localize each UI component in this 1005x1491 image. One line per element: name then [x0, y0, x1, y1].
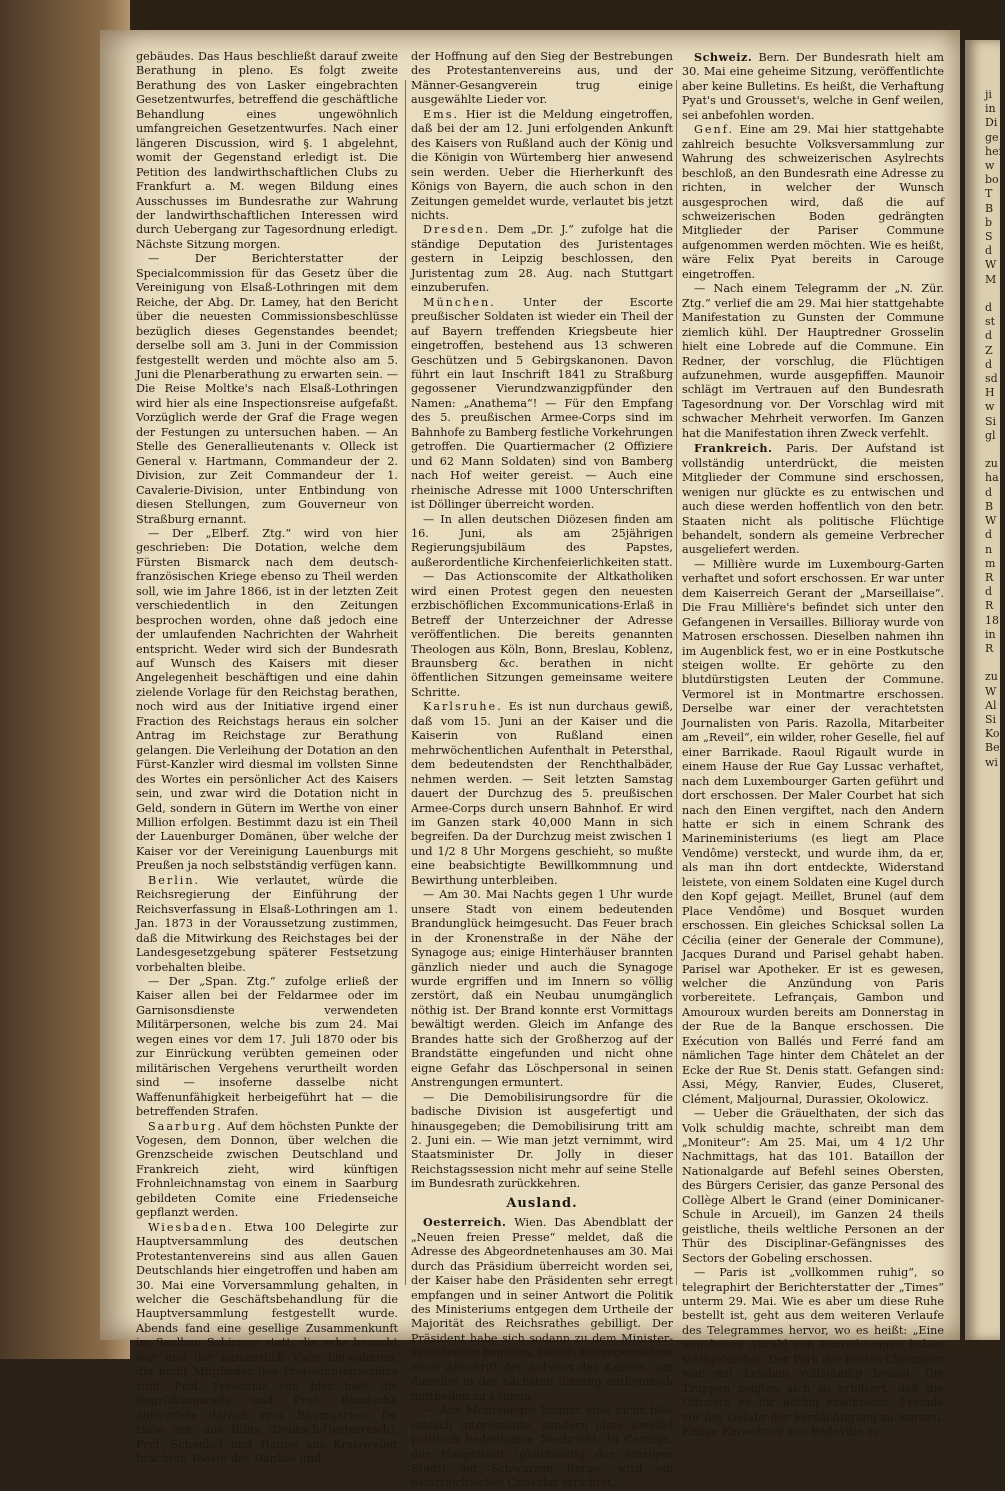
article-paragraph: Berlin. Wie verlautet, würde die Reichsregierung der Einführung der Reichsverfassung in Elsaß-Lothringen am 1. Jan. 1873 in der Voraussetzung zustimmen, daß die Mitwirkung des Reichstages bei der Landesgesetzgebung späterer Festsetzung vorbehalten bleibe. [136, 873, 398, 974]
article-paragraph: Wiesbaden. Etwa 100 Delegirte zur Hauptversammlung des deutschen Protestantenvereins sind aus allen Gauen Deutschlands hier eingetroffen und haben am 30. Mai eine Vorversammlung gehalten, in welcher die Geschäftsbehandlung für die Hauptversammlung festgestellt wurde. Abends fand eine gesellige Zusammenkunft im Saalbau Schirmer statt, die sehr besucht war und der namentlich Viele beiwohnten, die nicht Mitglieder des Protestantenvereins sind. Prof. Fresenius von hier hielt die Begrüßungsrede und Prof. Bluntschli antwortete darauf. Prof. Baumgarten, Dr. Hase sen. aus Bilitz (Deutsch-Oesterreich), Prof. Schenkel und Hanne aus Kreisweiler brachten Toaste des Dankes und [136, 1220, 398, 1465]
article-paragraph: Karlsruhe. Es ist nun durchaus gewiß, daß vom 15. Juni an der Kaiser und die Kaiserin von Rußland einen mehrwöchentlichen Aufenthalt in Petersthal, dem bedeutendsten der Renchthalbäder, nehmen werden. — Seit letzten Samstag dauert der Durchzug des 5. preußischen Armee-Corps durch unsern Bahnhof. Er wird im Ganzen stark 40,000 Mann in sich begreifen. Da der Durchzug meist zwischen 1 und 1/2 8 Uhr Morgens geschieht, so mußte eine beabsichtigte Bewillkommnung und Bewirthung unterbleiben. [411, 700, 673, 887]
article-paragraph: Dresden. Dem „Dr. J.“ zufolge hat die ständige Deputation des Juristentages gestern in Leipzig beschlossen, den Juristentag zum 28. Aug. nach Stuttgart einzuberufen. [411, 223, 673, 295]
article-paragraph: gebäudes. Das Haus beschließt darauf zweite Berathung in pleno. Es folgt zweite Berathung des von Lasker eingebrachten Gesetzentwurfes, betreffend die geschäftliche Behandlung eines ungewöhnlich umfangreichen Gesetzentwurfes. Nach einer längeren Discussion, wird §. 1 abgelehnt, womit der Gegenstand erledigt ist. Die Petition des landwirthschaftlichen Clubs zu Frankfurt a. M. wegen Bildung eines Ausschusses im Bundesrathe zur Wahrung der landwirthschaftlichen Interessen wird durch Uebergang zur Tagesordnung erledigt. Nächste Sitzung morgen. [136, 50, 398, 251]
text-column-2 [411, 50, 673, 1490]
section-heading: Ausland. [506, 1195, 578, 1211]
article-paragraph: — Der „Span. Ztg.“ zufolge erließ der Kaiser allen bei der Feldarmee oder im Garnisonsdienste verwendeten Militärpersonen, welche bis zum 24. Mai wegen eines vor dem 17. Juli 1870 oder bis zur Einrückung verübten gemeinen oder militärischen Vergehens verurtheilt worden sind — insoferne dasselbe nicht Waffenunfähigkeit herbeigeführt hat — die betreffenden Strafen. [136, 975, 398, 1119]
article-paragraph: — Aus Montenegro kommt eine nicht blos einfach interessante, sondern ohne Zweifel politisch bedeutsame Nachricht. In Cettinje, der Hauptstadt (gleichzeitig der einzigen Stadt) der Schwarzen Berge, wird ein österreichisches Consulat errichtet. [411, 1404, 673, 1490]
article-paragraph: Ems. Hier ist die Meldung eingetroffen, daß bei der am 12. Juni erfolgenden Ankunft des Kaisers von Rußland auch der König und die Königin von Würtemberg hier anwesend sein werden. Ueber die Hierherkunft des Königs von Bayern, die auch schon in den Zeitungen gemeldet wurde, verlautet bis jetzt nichts. [411, 107, 673, 222]
article-paragraph: Frankreich. Paris. Der Aufstand ist vollständig unterdrückt, die meisten Mitglieder der Commune sind erschossen, wenigen nur glückte es zu entwischen und auch diese werden hoffentlich von den betr. Staaten nicht als politische Flüchtige behandelt, sondern als gemeine Verbrecher ausgeliefert werden. [682, 441, 944, 557]
article-paragraph: — Nach einem Telegramm der „N. Zür. Ztg.“ verlief die am 29. Mai hier stattgehabte Manifestation zu Gunsten der Commune ziemlich kühl. Der Hauptredner Grosselin hielt eine Lobrede auf die Commune. Ein Redner, der vorschlug, die Flüchtigen aufzunehmen, wurde ausgepfiffen. Maunoir schlägt im Vertrauen auf den Bundesrath Tagesordnung vor. Der Vorschlag wird mit schwacher Mehrheit verworfen. Im Ganzen hat die Manifestation ihren Zweck verfehlt. [682, 282, 944, 440]
article-paragraph: Oesterreich. Wien. Das Abendblatt der „Neuen freien Presse“ meldet, daß die Adresse des Abgeordnetenhauses am 30. Mai durch das Präsidium überreicht worden sei, der Kaiser habe den Präsidenten sehr erregt empfangen und in seiner Antwort die Politik des Ministeriums entgegen dem Urtheile der Majorität des Reichsrathes gebilligt. Der Präsident habe sich sodann zu dem Minister-Präsidenten begeben, behufs Entgegennahme einer Abschrift der Antwort des Kaisers, um dieselbe in der nächsten Sitzung authentisch mittheilen zu können. [411, 1215, 673, 1403]
article-paragraph: — Die Demobilisirungsordre für die badische Division ist ausgefertigt und hinausgegeben; die Demobilisirung tritt am 2. Juni ein. — Wie man jetzt vernimmt, wird Staatsminister Dr. Jolly in dieser Reichstagssession nicht mehr auf seine Stelle im Bundesrath zurückkehren. [411, 1090, 673, 1191]
article-paragraph: — Millière wurde im Luxembourg-Garten verhaftet und sofort erschossen. Er war unter dem Kaiserreich Gerant der „Marseillaise“. Die Frau Millière's befindet sich unter den Gefangenen in Versailles. Billioray wurde von Matrosen erschossen. Dieselben nahmen ihn im Augenblick fest, wo er in eine Postkutsche steigen wollte. Er gehörte zu den blutdürstigsten Leuten der Commune. Vermorel ist in Montmartre erschossen. Derselbe war einer der verachtetsten Journalisten von Paris. Razolla, Mitarbeiter am „Reveil“, ein wilder, roher Geselle, fiel auf einer Barrikade. Raoul Rigault wurde in einem Hause der Rue Gay Lussac verhaftet, nach dem Luxembourger Garten geführt und dort erschossen. Der Maler Courbet hat sich nach den Einen vergiftet, nach den Andern hatte er sich in einem Schrank des Marineministeriums (es liegt am Place Vendôme) versteckt, und wurde ihm, da er, als man ihn dort entdeckte, Widerstand leistete, von einem Soldaten eine Kugel durch den Kopf gejagt. Meillet, Brunel (auf dem Place Vendôme) und Bosquet wurden erschossen. Ein gleiches Schicksal sollen La Cécilia (einer der Generale der Commune), Jacques Durand und Parisel gehabt haben. Parisel war Apotheker. Er ist es gewesen, welcher die Anzündung von Paris vorbereitete. Lefrançais, Gambon und Amouroux wurden bereits am Donnerstag in der Rue de la Banque erschossen. Die Exécution von Ballés und Ferré fand am nämlichen Tage hinter dem Châtelet an der Ecke der Rue St. Denis statt. Gefangen sind: Assi, Mégy, Ranvier, Eudes, Cluseret, Clément, Maljournal, Durassier, Okolowicz. [682, 557, 944, 1106]
facing-page-edge [965, 40, 1005, 1340]
text-column-1 [136, 50, 398, 1465]
article-paragraph: Schweiz. Bern. Der Bundesrath hielt am 30. Mai eine geheime Sitzung, veröffentlichte aber keine Bulletins. Es heißt, die Verhaftung Pyat's und Grousset's, welche in Genf weilen, sei anbefohlen worden. [682, 50, 944, 122]
facing-page-fragment: ji in Di ge hei w bo T B b S d W M d st d Z d sd H w Si gl zu ha d B W d n m R d R 18 in R zu W Al Si Ko Bes wi [985, 88, 1005, 769]
column-rule-1 [405, 80, 406, 1285]
article-paragraph: — Das Actionscomite der Altkatholiken wird einen Protest gegen den neuesten erzbischöflichen Excommunications-Erlaß in Betreff der Unterzeichner der Adresse veröffentlichen. Die bereits genannten Theologen aus Köln, Bonn, Breslau, Koblenz, Braunsberg &c. berathen in nicht öffentlichen Sitzungen gemeinsame weitere Schritte. [411, 570, 673, 699]
text-column-3 [682, 50, 944, 1439]
article-paragraph: — In allen deutschen Diözesen finden am 16. Juni, als am 25jährigen Regierungsjubiläum des Papstes, außerordentliche Kirchenfeierlichkeiten statt. [411, 512, 673, 569]
article-paragraph: Genf. Eine am 29. Mai hier stattgehabte zahlreich besuchte Volksversammlung zur Wahrung des schweizerischen Asylrechts beschloß, an den Bundesrath eine Adresse zu richten, in welcher der Wunsch ausgesprochen wird, daß die auf schweizerischen Boden gedrängten Mitglieder der Pariser Commune aufgenommen werden möchten. Wie es heißt, wäre Felix Pyat bereits in Carouge eingetroffen. [682, 123, 944, 281]
article-paragraph: München. Unter der Escorte preußischer Soldaten ist wieder ein Theil der auf Bayern treffenden Kriegsbeute hier eingetroffen, bestehend aus 13 schweren Geschützen und 5 Gebirgskanonen. Davon führt ein laut Inschrift 1841 zu Straßburg gegossener Vierundzwanzigpfünder den Namen: „Anathema“! — Für den Empfang des 5. preußischen Armee-Corps sind im Bahnhofe zu Bamberg festliche Vorkehrungen getroffen. Die Quartiermacher (2 Offiziere und 62 Mann Soldaten) sind von Bamberg nach Hof weiter gereist. — Auch eine rheinische Adresse mit 1000 Unterschriften ist Döllinger überreicht worden. [411, 295, 673, 512]
article-paragraph: — Paris ist „vollkommen ruhig“, so telegraphirt der Berichterstatter der „Times“ unterm 29. Mai. Wie es aber um diese Ruhe bestellt ist, geht aus dem weiteren Verlaufe des Telegrammes hervor, wo es heißt: „Eine ungeheure Anzahl von Hinrichtungen haben stattgefunden. Der Park der Buttes Chaumont war mit Leichen vollständig besäet. Die Truppen zeigten sich so erbittert, daß die Offiziere es für nöthig erachteten, Fremde vor der Gefahr der Verdächtigung zu warnen. Einige Einwohner von Belleville er- [682, 1266, 944, 1439]
column-rule-2 [676, 80, 677, 1285]
article-paragraph: — Der „Elberf. Ztg.“ wird von hier geschrieben: Die Dotation, welche dem Fürsten Bismarck nach dem deutsch-französischen Kriege ebenso zu Theil werden soll, wie im Jahre 1866, ist in der letzten Zeit verschiedentlich in den Zeitungen besprochen worden, ohne daß jedoch eine der umlaufenden Nachrichten der Wahrheit entspricht. Weder wird sich der Bundesrath auf Wunsch des Kaisers mit dieser Angelegenheit beschäftigen und eine dahin zielende Vorlage für den Reichstag berathen, noch wird aus der Initiative irgend einer Fraction des Reichstags heraus ein solcher Antrag im Reichstage zur Berathung gelangen. Die Verleihung der Dotation an den Fürst-Kanzler wird diesmal im vollsten Sinne des Wortes ein persönlicher Act des Kaisers sein, und zwar wird die Dotation nicht in Geld, sondern in Gütern im Werthe von einer Million erfolgen. Bestimmt dazu ist ein Theil der Lauenburger Domänen, über welche der Kaiser vor der Vereinigung Lauenburgs mit Preußen ja noch selbstständig verfügen kann. [136, 526, 398, 873]
article-paragraph: — Ueber die Gräuelthaten, der sich das Volk schuldig machte, schreibt man dem „Moniteur“: Am 25. Mai, um 4 1/2 Uhr Nachmittags, hat das 101. Bataillon der Nationalgarde auf Befehl seines Obersten, des Bürgers Cerisier, das ganze Personal des Collège Albert le Grand (einer Dominicaner-Schule in Arcueil), im Ganzen 24 theils geistliche, theils weltliche Personen an der Thür des Disciplinar-Gefängnisses des Sectors der Gobeling erschossen. [682, 1107, 944, 1265]
article-paragraph: — Der Berichterstatter der Specialcommission für das Gesetz über die Vereinigung von Elsaß-Lothringen mit dem Reiche, der Abg. Dr. Lamey, hat den Bericht über die neuesten Commissionsbeschlüsse bezüglich dieses Gegenstandes beendet; derselbe soll am 3. Juni in der Commission festgestellt werden und möchte also am 5. Juni die Plenarberathung zu erwarten sein. — Die Reise Moltke's nach Elsaß-Lothringen wird hier als eine Inspectionsreise aufgefaßt. Vorzüglich werde der Graf die Frage wegen der Festungen zu untersuchen haben. — An Stelle des Generallieutenants v. Olleck ist General v. Hartmann, Commandeur der 2. Division, zur Zeit Commandeur der 1. Cavalerie-Division, unter Entbindung von diesen Stellungen, zum Gouverneur von Straßburg ernannt. [136, 252, 398, 526]
article-paragraph: Saarburg. Auf dem höchsten Punkte der Vogesen, dem Donnon, über welchen die Grenzscheide zwischen Deutschland und Frankreich zieht, wird künftigen Frohnleichnamstag von einem in Saarburg gebildeten Comite eine Friedenseiche gepflanzt werden. [136, 1119, 398, 1220]
article-paragraph: der Hoffnung auf den Sieg der Bestrebungen des Protestantenvereins aus, und der Männer-Gesangverein trug einige ausgewählte Lieder vor. [411, 50, 673, 107]
article-paragraph: — Am 30. Mai Nachts gegen 1 Uhr wurde unsere Stadt von einem bedeutenden Brandunglück heimgesucht. Das Feuer brach in der Kronenstraße in der Nähe der Synagoge aus; einige Hinterhäuser brannten gänzlich nieder und auch die Synagoge wurde ergriffen und im Innern so völlig zerstört, daß ein Neubau unumgänglich nöthig ist. Der Brand konnte erst Vormittags bewältigt werden. Gleich im Anfange des Brandes hatte sich der Großherzog auf der Brandstätte eingefunden und nicht ohne eigne Gefahr das Löschpersonal in seinen Anstrengungen ermuntert. [411, 888, 673, 1090]
